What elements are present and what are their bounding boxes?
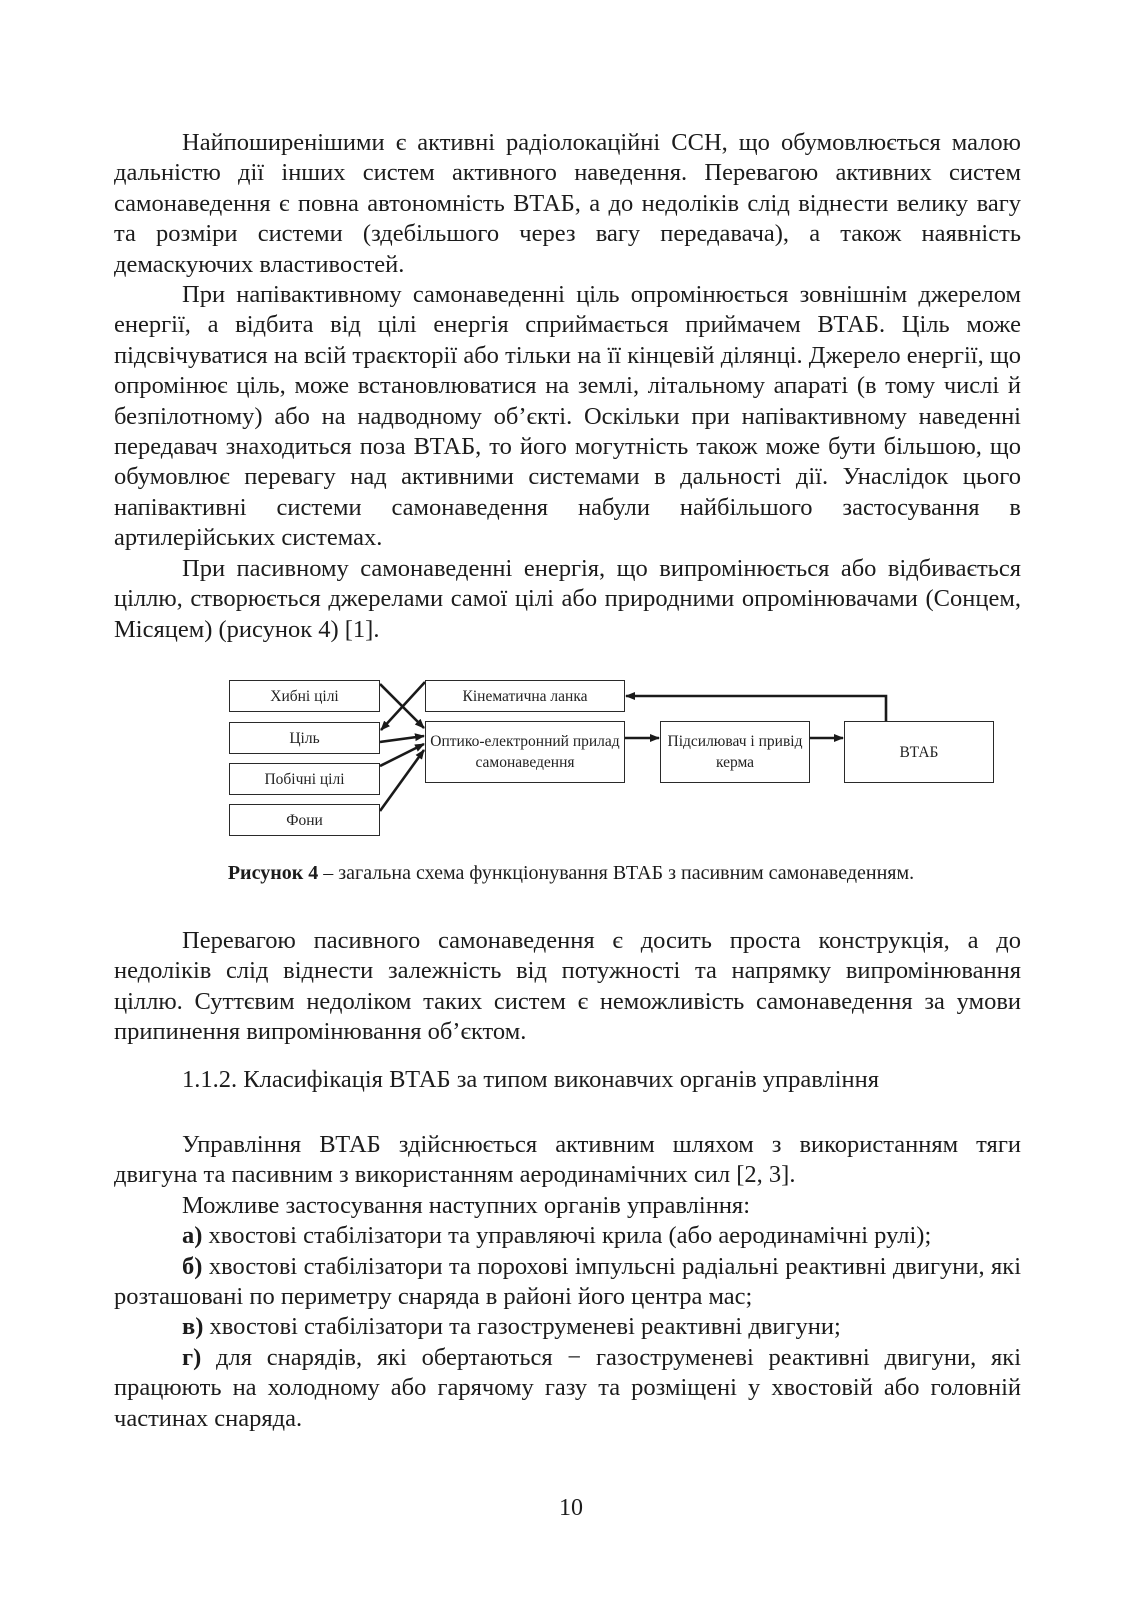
paragraph-passive-homing: При пасивному самонаведенні енергія, що випромінюється або відбивається ціллю, створюється джерелами самої цілі або природними опромінювачами (Сонцем, Місяцем) (рисунок 4) [1]. [114, 554, 1021, 643]
list-marker: а) [182, 1222, 203, 1250]
list-item-text: хвостові стабілізатори та управляючі крила (або аеродинамічні рулі); [202, 1222, 932, 1250]
control-organs-block [114, 1130, 1021, 1434]
paragraph-control-methods: Управління ВТАБ здійснюється активним шляхом з використанням тяги двигуна та пасивним з використанням аеродинамічних сил [2, 3]. [114, 1131, 1021, 1189]
list-marker: в) [182, 1313, 204, 1341]
paragraph-control-organs-intro: Можливе застосування наступних органів управління: [182, 1191, 751, 1219]
list-marker: г) [182, 1343, 202, 1371]
intro-text-block [114, 128, 1021, 645]
arrow-backgrounds-to-optical [380, 750, 424, 811]
node-optical-homing-device: Оптико-електронний прилад самонаведення [425, 721, 625, 783]
list-item-a [114, 1221, 1021, 1251]
figure-caption-label: Рисунок 4 [227, 862, 319, 884]
list-item-g [114, 1343, 1021, 1434]
list-marker: б) [182, 1252, 203, 1280]
node-vtab: ВТАБ [844, 721, 994, 783]
node-amplifier-rudder-drive: Підсилювач і привід керма [660, 721, 810, 783]
arrow-side-to-optical [380, 744, 424, 766]
passive-advantages-block [114, 926, 1021, 1048]
paragraph-active-homing: Найпоширенішими є активні радіолокаційні ССН, що обумовлюється малою дальністю дії інших систем активного наведення. Перевагою активних систем самонаведення є повна автономність ВТАБ, а до недоліків слід віднести велику вагу та розміри системи (здебільшого через вагу передавача), а також наявність демаскуючих властивостей. [114, 129, 1021, 278]
figure-4-diagram [220, 676, 1002, 846]
list-item-text: для снарядів, які обертаються − газоструменеві реактивні двигуни, які працюють на холодному або гарячому газу та розміщені у хвостовій або головній частинах снаряда. [114, 1343, 1021, 1432]
page-number: 10 [559, 1495, 583, 1521]
paragraph-semi-active-homing: При напівактивному самонаведенні ціль опромінюється зовнішнім джерелом енергії, а відбита від цілі енергія сприймається приймачем ВТАБ. Ціль може підсвічуватися на всій траєкторії або тільки на її кінцевій ділянці. Джерело енергії, що опромінює ціль, може встановлюватися на землі, літальному апараті (в тому числі й безпілотному) або на надводному об’єкті. Оскільки при напівактивному наведенні передавач знаходиться поза ВТАБ, то його могутність також може бути більшою, що обумовлює перевагу над активними системами в дальності дії. Унаслідок цього напівактивні системи самонаведення набули найбільшого застосування в артилерійських системах. [114, 281, 1021, 552]
section-heading: 1.1.2. Класифікація ВТАБ за типом виконавчих органів управління [182, 1066, 880, 1093]
list-item-text: хвостові стабілізатори та газоструменеві реактивні двигуни; [203, 1313, 841, 1341]
list-item-b [114, 1252, 1021, 1313]
node-backgrounds: Фони [229, 804, 380, 836]
node-false-targets: Хибні цілі [229, 680, 380, 712]
figure-caption-text: – загальна схема функціонування ВТАБ з пасивним самонаведенням. [318, 862, 915, 884]
node-target: Ціль [229, 722, 380, 754]
list-item-v [114, 1312, 1021, 1342]
node-side-targets: Побічні цілі [229, 763, 380, 795]
arrow-target-to-optical [380, 736, 424, 742]
list-item-text: хвостові стабілізатори та порохові імпульсні радіальні реактивні двигуни, які розташовані по периметру снаряда в районі його центра мас; [114, 1252, 1021, 1311]
node-kinematic-link: Кінематична ланка [425, 680, 625, 712]
paragraph-passive-advantages: Перевагою пасивного самонаведення є досить проста конструкція, а до недоліків слід віднести залежність від потужності та напрямку випромінювання ціллю. Суттєвим недоліком таких систем є неможливість самонаведення за умови припинення випромінювання об’єктом. [114, 927, 1021, 1046]
figure-caption [0, 860, 1142, 886]
feedback-vtab-to-kinematic [626, 696, 886, 721]
